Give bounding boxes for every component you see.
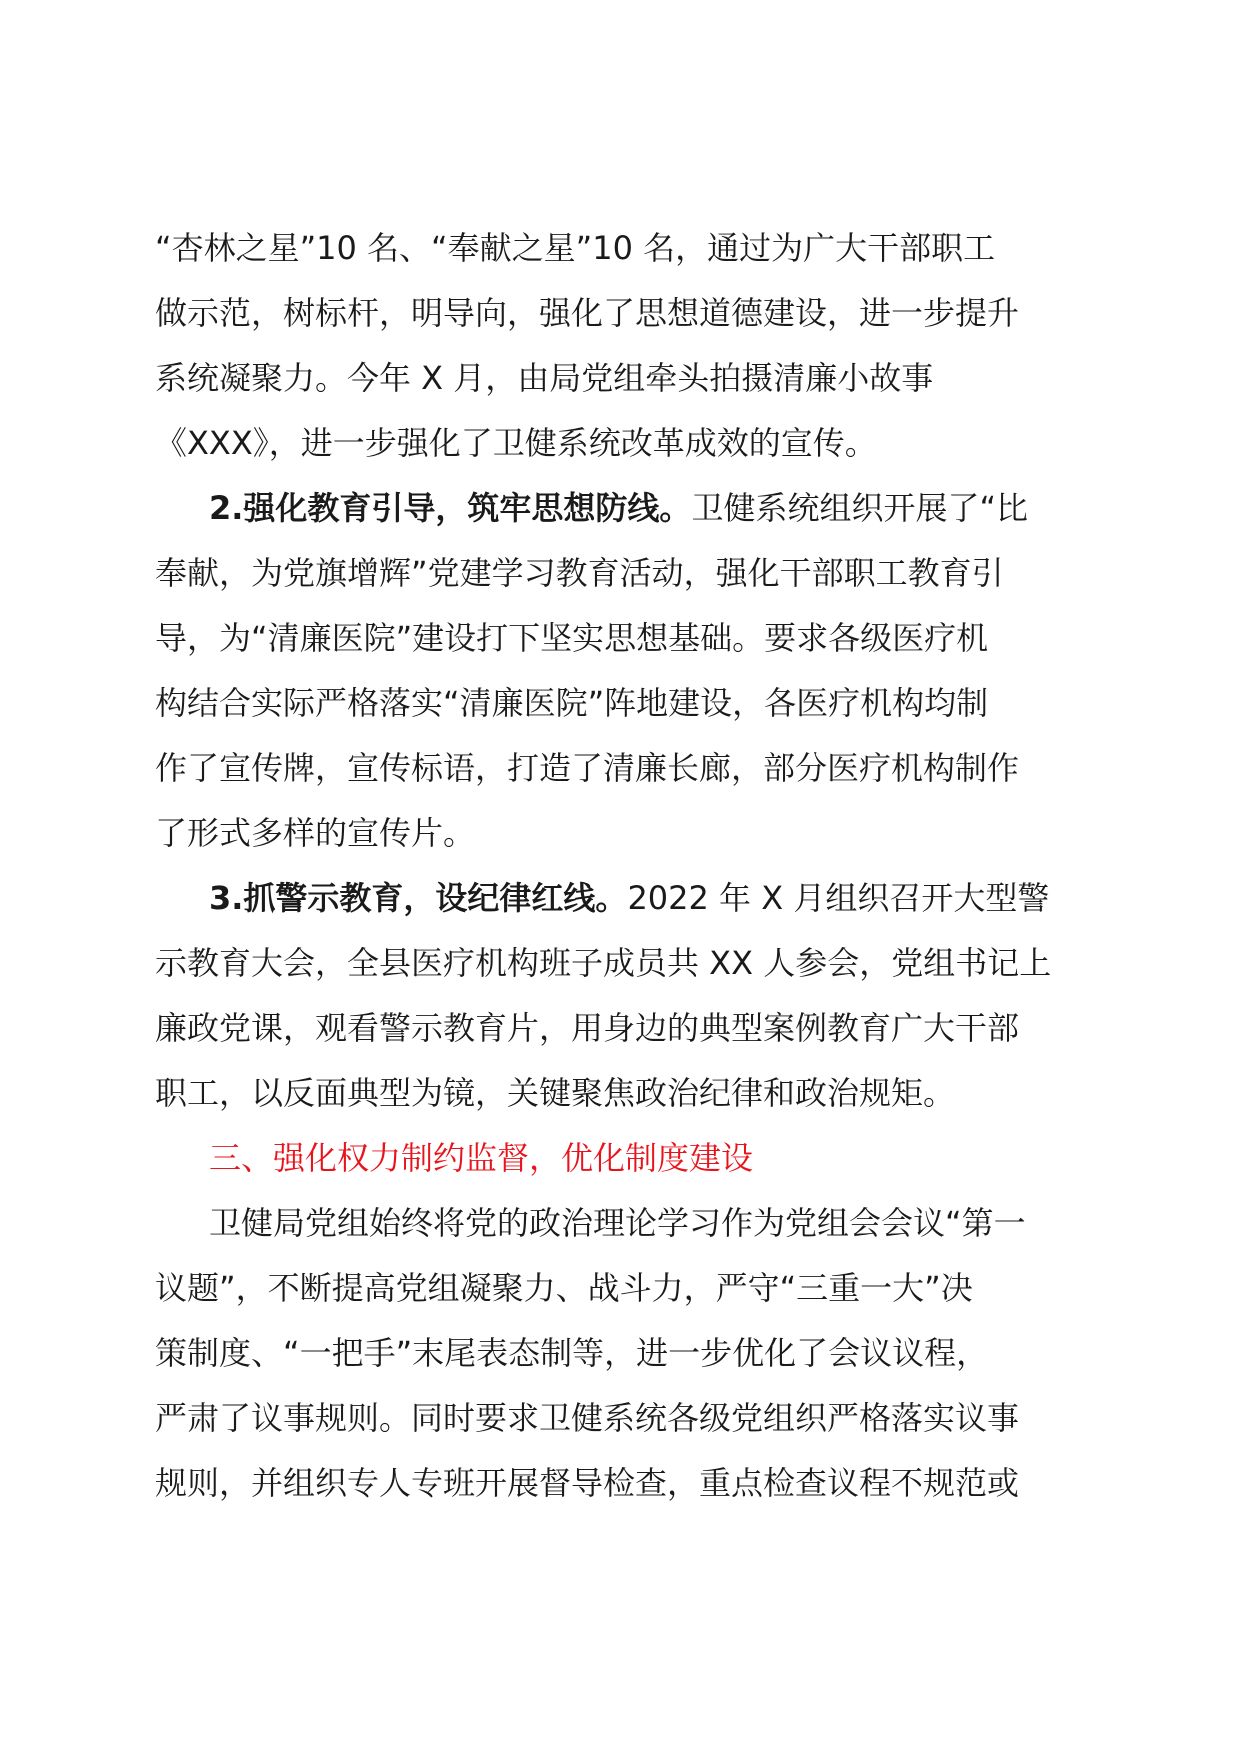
paragraph-line: 构结合实际严格落实“清廉医院”阵地建设，各医疗机构均制 <box>155 684 989 722</box>
paragraph-line: 示教育大会，全县医疗机构班子成员共 XX 人参会，党组书记上 <box>155 944 1052 982</box>
paragraph-line: 做示范，树标杆，明导向，强化了思想道德建设，进一步提升 <box>155 294 1020 332</box>
paragraph-line: 了形式多样的宣传片。 <box>155 814 476 852</box>
subheading-2: 2.强化教育引导，筑牢思想防线。 <box>209 489 692 527</box>
paragraph-line: 作了宣传牌，宣传标语，打造了清廉长廊，部分医疗机构制作 <box>155 749 1020 787</box>
paragraph-first-line <box>155 476 1095 541</box>
paragraph-line: 严肃了议事规则。同时要求卫健系统各级党组织严格落实议事 <box>155 1399 1020 1437</box>
paragraph-line: 导，为“清廉医院”建设打下坚实思想基础。要求各级医疗机 <box>155 619 989 657</box>
paragraph-line: 奉献，为党旗增辉”党建学习教育活动，强化干部职工教育引 <box>155 554 1004 592</box>
paragraph-line: “杏林之星”10 名、“奉献之星”10 名，通过为广大干部职工 <box>155 229 996 267</box>
paragraph-text: 2022 年 X 月组织召开大型警 <box>627 879 1050 917</box>
paragraph-1 <box>155 216 1095 476</box>
paragraph-line: 规则，并组织专人专班开展督导检查，重点检查议程不规范或 <box>155 1464 1020 1502</box>
paragraph-line: 策制度、“一把手”末尾表态制等，进一步优化了会议议程， <box>155 1334 989 1372</box>
paragraph-line: 议题”，不断提高党组凝聚力、战斗力，严守“三重一大”决 <box>155 1269 973 1307</box>
paragraph-line: 廉政党课，观看警示教育片，用身边的典型案例教育广大干部 <box>155 1009 1020 1047</box>
paragraph-3 <box>155 866 1095 1126</box>
section-heading: 三、强化权力制约监督，优化制度建设 <box>209 1139 754 1177</box>
paragraph-4 <box>155 1191 1095 1516</box>
paragraph-line: 职工，以反面典型为镜，关键聚焦政治纪律和政治规矩。 <box>155 1074 956 1112</box>
paragraph-line: 《XXX》，进一步强化了卫健系统改革成效的宣传。 <box>155 424 877 462</box>
document-body <box>155 216 1095 1516</box>
paragraph-first-line: 卫健局党组始终将党的政治理论学习作为党组会会议“第一 <box>209 1204 1026 1242</box>
paragraph-2 <box>155 476 1095 866</box>
paragraph-line: 系统凝聚力。今年 X 月，由局党组牵头拍摄清廉小故事 <box>155 359 934 397</box>
paragraph-text: 卫健系统组织开展了“比 <box>691 489 1029 527</box>
paragraph-first-line <box>155 866 1095 931</box>
subheading-3: 3.抓警示教育，设纪律红线。 <box>209 879 628 917</box>
